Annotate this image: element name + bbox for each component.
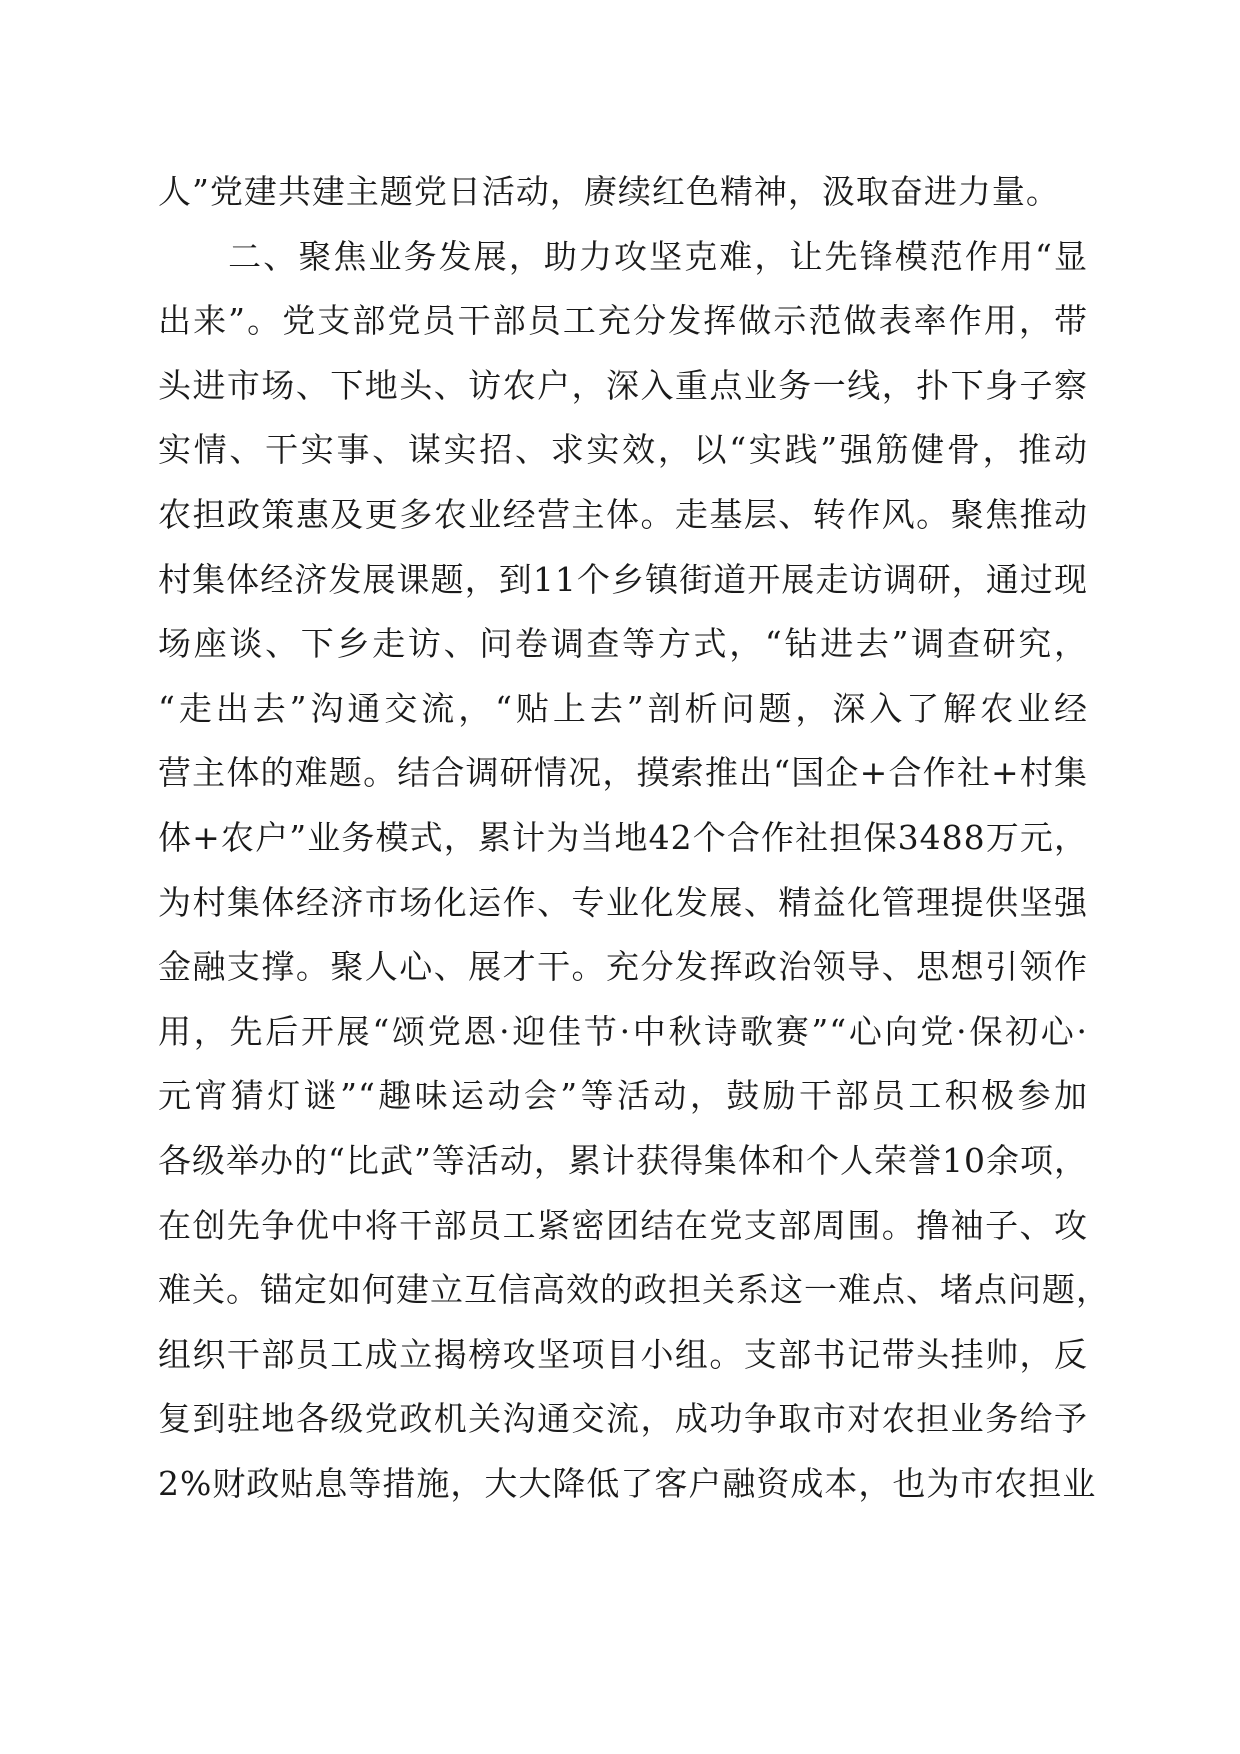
text-line: 头进市场、下地头、访农户，深入重点业务一线，扑下身子察: [158, 365, 1088, 405]
text-line: 出来”。党支部党员干部员工充分发挥做示范做表率作用，带: [158, 301, 1088, 341]
text-line: 为村集体经济市场化运作、专业化发展、精益化管理提供坚强: [158, 882, 1088, 922]
text-line: 农担政策惠及更多农业经营主体。走基层、转作风。聚焦推动: [158, 494, 1088, 534]
text-line: 用，先后开展“颂党恩·迎佳节·中秋诗歌赛”“心向党·保初心·: [158, 1011, 1088, 1051]
text-line: 组织干部员工成立揭榜攻坚项目小组。支部书记带头挂帅，反: [158, 1334, 1088, 1374]
text-line: 体+农户”业务模式，累计为当地42个合作社担保3488万元，: [158, 817, 1088, 857]
text-line: 营主体的难题。结合调研情况，摸索推出“国企+合作社+村集: [158, 753, 1088, 793]
text-line: 金融支撑。聚人心、展才干。充分发挥政治领导、思想引领作: [158, 947, 1088, 987]
text-line: 各级举办的“比武”等活动，累计获得集体和个人荣誉10余项，: [158, 1140, 1088, 1180]
text-line: 村集体经济发展课题，到11个乡镇街道开展走访调研，通过现: [158, 559, 1088, 599]
text-line: 复到驻地各级党政机关沟通交流，成功争取市对农担业务给予: [158, 1399, 1088, 1439]
text-line: 实情、干实事、谋实招、求实效，以“实践”强筋健骨，推动: [158, 430, 1088, 470]
text-line: “走出去”沟通交流，“贴上去”剖析问题，深入了解农业经: [158, 688, 1088, 728]
text-line: 二、聚焦业务发展，助力攻坚克难，让先锋模范作用“显: [158, 236, 1088, 276]
text-line: 人”党建共建主题党日活动，赓续红色精神，汲取奋进力量。: [158, 172, 1060, 211]
text-line: 场座谈、下乡走访、问卷调查等方式，“钻进去”调查研究，: [158, 624, 1088, 664]
text-line: 难关。锚定如何建立互信高效的政担关系这一难点、堵点问题，: [158, 1270, 1110, 1310]
body-text: [158, 160, 1110, 1516]
text-line: 元宵猜灯谜”“趣味运动会”等活动，鼓励干部员工积极参加: [158, 1076, 1088, 1116]
text-line: 2%财政贴息等措施，大大降低了客户融资成本，也为市农担业: [158, 1463, 1097, 1503]
text-line: 在创先争优中将干部员工紧密团结在党支部周围。撸袖子、攻: [158, 1205, 1088, 1245]
